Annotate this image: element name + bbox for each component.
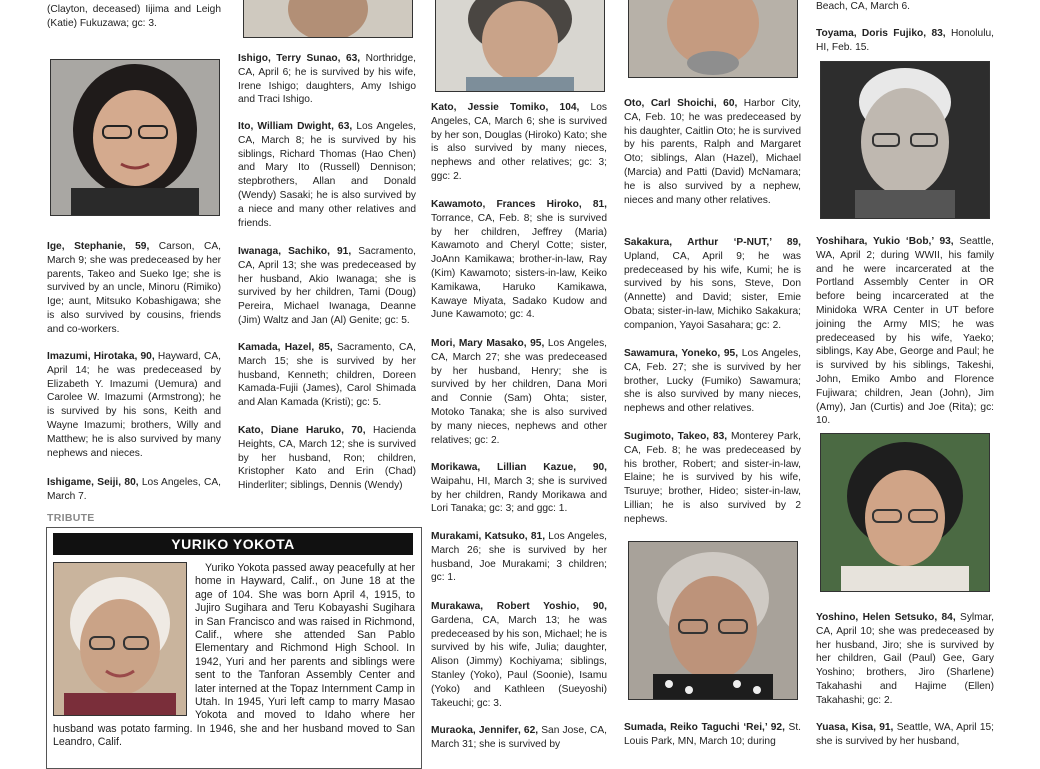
obit-iwanaga: Iwanaga, Sachiko, 91, Sacramento, CA, April 13; she was predeceased by her husband, Akio Iwanaga; she is survived by her children, Tami (Doug) Pereira, Michael Iwanaga, Deanne (Jim) Waltz and Jan (Al) Genite; gc: 5. bbox=[238, 246, 416, 326]
obit-sawamura: Sawamura, Yoneko, 95, Los Angeles, CA, Feb. 27; she is survived by her brother, Lucky (Fumiko) Sawamura; she is also survived by many nieces, nephews and other relatives. bbox=[624, 348, 801, 415]
obit-name: Kato, Diane Haruko, 70, bbox=[238, 425, 366, 436]
obit-sumada: Sumada, Reiko Taguchi ‘Rei,’ 92, St. Louis Park, MN, March 10; during bbox=[624, 722, 801, 747]
obit-name: Yoshihara, Yukio ‘Bob,’ 93, bbox=[816, 236, 954, 247]
photo-ishigo bbox=[243, 0, 413, 38]
obit-name: Sumada, Reiko Taguchi ‘Rei,’ 92, bbox=[624, 722, 785, 733]
obit-oto: Oto, Carl Shoichi, 60, Harbor City, CA, Feb. 10; he was predeceased by his daughter, Caitlin Oto; he is survived by his parents, Ralph and Margaret Oto; siblings, Alan (Hazel), Michael (Marcia) and Patti (David) McNamara; he is also survived by a nephew, nieces and many other relatives. bbox=[624, 98, 801, 206]
obit-fragment-beach: Beach, CA, March 6. bbox=[816, 1, 910, 12]
photo-yoshino bbox=[820, 433, 990, 592]
obit-sugimoto: Sugimoto, Takeo, 83, Monterey Park, CA, Feb. 8; he was predeceased by his brother, Robert; and sister-in-law, Elaine; he is survived by his wife, Tsuruye; brother, Hideo; sister-in-law, Lillian; he is also survived by 2 nephews. bbox=[624, 431, 802, 525]
tribute-box bbox=[46, 527, 422, 769]
obit-morikawa: Morikawa, Lillian Kazue, 90, Waipahu, HI, March 3; she is survived by her children, Randy Morikawa and Lori Tanaka; gc: 3; and ggc: 1. bbox=[431, 462, 607, 515]
obit-name: Muraoka, Jennifer, 62, bbox=[431, 725, 539, 736]
obit-name: Iwanaga, Sachiko, 91, bbox=[238, 246, 352, 257]
photo-yokota bbox=[53, 562, 187, 716]
obit-name: Yoshino, Helen Setsuko, 84, bbox=[816, 612, 956, 623]
obit-name: Toyama, Doris Fujiko, 83, bbox=[816, 28, 946, 39]
obit-name: Imazumi, Hirotaka, 90, bbox=[47, 351, 155, 362]
photo-kato-jessie bbox=[435, 0, 605, 92]
obit-yuasa: Yuasa, Kisa, 91, Seattle, WA, April 15; she is survived by her husband, bbox=[816, 722, 994, 747]
obit-name: Mori, Mary Masako, 95, bbox=[431, 338, 545, 349]
obit-name: Sawamura, Yoneko, 95, bbox=[624, 348, 739, 359]
obit-kawamoto: Kawamoto, Frances Hiroko, 81, Torrance, CA, Feb. 8; she is survived by her children, Jeffrey (Maria) Kawamoto and Cheryl Cotte; sister, JoAnn Kamikawa; brother-in-law, Ray (Kim) Kawamoto; sisters-in-law, Keiko Kamikawa, Haruko Kamikawa, Kawaye Miyata, Sadako Kudow and June Kawamoto; gc: 4. bbox=[431, 199, 607, 321]
obit-murakami: Murakami, Katsuko, 81, Los Angeles, March 26; she is survived by her husband, Joe Murakami; 3 children; gc: 1. bbox=[431, 531, 607, 584]
obit-muraoka: Muraoka, Jennifer, 62, San Jose, CA, March 31; she is survived by bbox=[431, 725, 607, 750]
obit-name: Sugimoto, Takeo, 83, bbox=[624, 431, 728, 442]
tribute-label: TRIBUTE bbox=[47, 512, 95, 524]
obit-name: Kawamoto, Frances Hiroko, 81, bbox=[431, 199, 607, 210]
obit-name: Ige, Stephanie, 59, bbox=[47, 241, 150, 252]
obit-name: Kamada, Hazel, 85, bbox=[238, 342, 333, 353]
obit-sakakura: Sakakura, Arthur ‘P-NUT,’ 89, Upland, CA, April 9; he was predeceased by his wife, Kumi; he is survived by his sons, Steve, Don (Annette) and David; sister, Emie Obata; sister-in-law, Michiko Sakakura; companion, Yayoi Sasahara; gc: 2. bbox=[624, 237, 801, 331]
obit-name: Ishigo, Terry Sunao, 63, bbox=[238, 53, 361, 64]
obit-name: Murakami, Katsuko, 81, bbox=[431, 531, 546, 542]
tribute-body: Yuriko Yokota passed away peacefully at her home in Hayward, Calif., on June 18 at the age of 104. She was born April 4, 1915, to Jujiro Sugihara and Teru Kobayashi Sugihara in San Francisco and was raised in Richmond, Calif., where she attended San Pablo Elementary and Richmond High School. In 1942, Yuri and her parents and siblings were sent to the Tanforan Assembly Center and later interned at the Topaz Internment Camp in Utah. In 1945, Yuri left camp to marry Masao Yokota and moved to Idaho where her husband was potato farming. In 1946, she and her husband moved to San Leandro, Calif. bbox=[53, 562, 415, 749]
obit-murakawa: Murakawa, Robert Yoshio, 90, Gardena, CA, March 13; he was predeceased by his son, Michael; he is survived by his wife, Julia; daughter, Alison (Jimmy) Kochiyama; siblings, Stanley (Yoko), Paul (Soonie), Isamu (Yoko) and Kathleen (Sueyoshi) Takeuchi; gc: 3. bbox=[431, 601, 607, 709]
obit-toyama: Toyama, Doris Fujiko, 83, Honolulu, HI, Feb. 15. bbox=[816, 28, 994, 53]
obit-name: Oto, Carl Shoichi, 60, bbox=[624, 98, 738, 109]
obit-name: Yuasa, Kisa, 91, bbox=[816, 722, 894, 733]
obit-fragment-top-left: (Clayton, deceased) Iijima and Leigh (Katie) Fukuzawa; gc: 3. bbox=[47, 3, 221, 29]
obit-yoshino: Yoshino, Helen Setsuko, 84, Sylmar, CA, April 10; she was predeceased by her husband, Jiro; she is survived by her children, Gail (Paul) Gee, Gary Yoshino; brothers, Jiro (Sharlene) Takahashi and Hajime (Ellen) Takahashi; gc: 2. bbox=[816, 612, 994, 706]
obit-name: Sakakura, Arthur ‘P-NUT,’ 89, bbox=[624, 237, 801, 248]
obit-ito: Ito, William Dwight, 63, Los Angeles, CA, March 8; he is survived by his siblings, Richard Thomas (Hao Chen) and Mary Ito (Russell) Dennison; stepbrothers, Allan and Donald (Wendy) Sasaki; he is also survived by a niece and many other relatives and friends. bbox=[238, 121, 416, 229]
obit-imazumi: Imazumi, Hirotaka, 90, Hayward, CA, April 14; he was predeceased by Elizabeth Y. Imazumi (Uemura) and Carolee W. Imazumi (Armstrong); he is survived by his sons, Keith and Wayne Imazumi; brothers, Willy and Matthew; he is also survived by many nephews and nieces. bbox=[47, 351, 221, 459]
photo-oto bbox=[628, 0, 798, 78]
obit-ishigame: Ishigame, Seiji, 80, Los Angeles, CA, March 7. bbox=[47, 477, 221, 502]
obit-yoshihara: Yoshihara, Yukio ‘Bob,’ 93, Seattle, WA, April 2; during WWII, his family and he were incarcerated at the Portland Assembly Center in OR before being incarcerated at the Minidoka WRA Center in UT before joining the Army MIS; he was predeceased by his wife, Yaeko; siblings, Kay Abe, George and Paul; he is survived by his siblings, Takeshi, John, Emiko Ambo and Florence Fujiwara; children, Jean (John), Jim (Amy), Jan (Curtis) and Joe (Rita); gc: 10. bbox=[816, 236, 994, 427]
obit-name: Kato, Jessie Tomiko, 104, bbox=[431, 102, 580, 113]
obit-ige: Ige, Stephanie, 59, Carson, CA, March 9; she was predeceased by her parents, Takeo and Sueko Ige; she is survived by an uncle, Minoru (Rimiko) Ige; aunt, Mitsuko Kobashigawa; she is also survived by cousins, friends and co-workers. bbox=[47, 241, 221, 335]
photo-sumada bbox=[628, 541, 798, 700]
obit-name: Ishigame, Seiji, 80, bbox=[47, 477, 139, 488]
obit-name: Morikawa, Lillian Kazue, 90, bbox=[431, 462, 607, 473]
obit-name: Ito, William Dwight, 63, bbox=[238, 121, 353, 132]
tribute-title: YURIKO YOKOTA bbox=[53, 533, 413, 555]
obit-kato-diane: Kato, Diane Haruko, 70, Hacienda Heights, CA, March 12; she is survived by her husband, Ron; children, Kristopher Kato and Erin (Chad) Hinderliter; siblings, Dennis (Wendy) bbox=[238, 425, 417, 492]
obit-kato-jessie: Kato, Jessie Tomiko, 104, Los Angeles, CA, March 6; she is survived by her son, Douglas (Hiroko) Kato; she is also survived by many nieces, nephews and other relatives; gc: 3; ggc: 2. bbox=[431, 102, 607, 182]
obit-ishigo: Ishigo, Terry Sunao, 63, Northridge, CA, April 6; he is survived by his wife, Irene Ishigo; daughters, Amy Ishigo and Traci Ishigo. bbox=[238, 53, 416, 106]
photo-ige bbox=[50, 59, 220, 216]
obit-name: Murakawa, Robert Yoshio, 90, bbox=[431, 601, 607, 612]
photo-toyama bbox=[820, 61, 990, 219]
obit-mori: Mori, Mary Masako, 95, Los Angeles, CA, March 27; she was predeceased by her husband, Henry; she is survived by her children, Dana Mori and Connie (Sam) Ohta; sister, Motoko Tanaka; she is also survived by many nieces, nephews and other relatives; gc: 2. bbox=[431, 338, 607, 446]
obit-kamada: Kamada, Hazel, 85, Sacramento, CA, March 15; she is survived by her husband, Kenneth; children, Doreen Kamada-Fujii (James), Carol Shimada and Alan Kamada (Kristi); gc: 5. bbox=[238, 342, 417, 409]
